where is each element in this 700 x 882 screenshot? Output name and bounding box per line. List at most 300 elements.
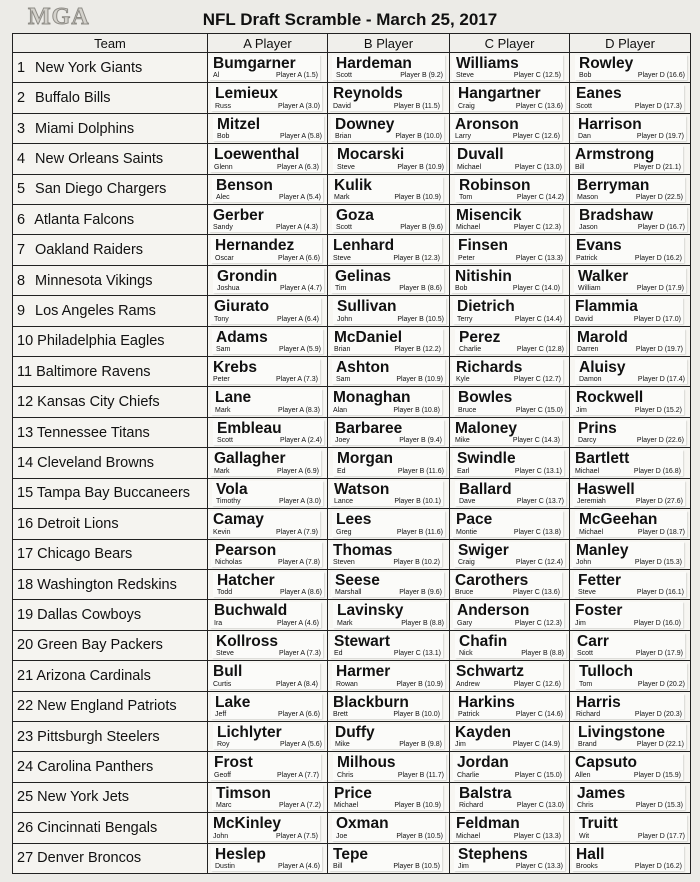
player-card bbox=[332, 359, 445, 384]
player-first-name: Charlie bbox=[457, 771, 480, 779]
team-row bbox=[13, 600, 691, 630]
player-first-name: Peter bbox=[213, 376, 230, 384]
player-card bbox=[571, 298, 683, 323]
player-last-name: Adams bbox=[216, 328, 268, 346]
player-last-name: Manley bbox=[576, 541, 629, 559]
player-slot: Player D (15.9) bbox=[633, 771, 681, 779]
player-first-name: Gary bbox=[457, 619, 473, 627]
team-number: 20 bbox=[17, 637, 34, 654]
header-b-player: B Player bbox=[328, 34, 450, 53]
player-slot: Player A (5.8) bbox=[279, 133, 322, 141]
team-cell bbox=[13, 661, 208, 691]
team-name: New England Patriots bbox=[37, 698, 177, 715]
player-card bbox=[211, 389, 322, 414]
player-first-name: Rowan bbox=[336, 680, 358, 688]
pick-cell bbox=[208, 448, 328, 478]
player-first-name: Curtis bbox=[213, 680, 232, 688]
pick-cell bbox=[328, 326, 450, 356]
player-slot: Player D (22.1) bbox=[636, 741, 684, 749]
team-cell bbox=[13, 53, 208, 83]
team-cell bbox=[13, 813, 208, 843]
player-last-name: Capsuto bbox=[575, 754, 637, 772]
pick-cell bbox=[328, 691, 450, 721]
team-name: Tennessee Titans bbox=[36, 424, 150, 441]
pick-cell bbox=[208, 113, 328, 143]
pick-cell bbox=[450, 691, 570, 721]
player-last-name: Timson bbox=[216, 784, 271, 802]
team-number: 17 bbox=[17, 546, 34, 563]
player-last-name: Vola bbox=[216, 480, 248, 498]
team-row bbox=[13, 509, 691, 539]
player-card bbox=[572, 694, 684, 719]
pick-cell bbox=[328, 752, 450, 782]
player-card bbox=[212, 481, 323, 506]
team-cell bbox=[13, 265, 208, 295]
player-slot: Player A (4.3) bbox=[275, 224, 318, 232]
player-slot: Player B (10.9) bbox=[396, 376, 443, 384]
player-card bbox=[331, 116, 444, 141]
player-last-name: Ashton bbox=[336, 359, 390, 377]
team-cell bbox=[13, 448, 208, 478]
team-number: 16 bbox=[17, 515, 34, 532]
player-first-name: Nick bbox=[459, 650, 473, 658]
player-last-name: Hernandez bbox=[215, 237, 295, 255]
player-card bbox=[452, 207, 563, 232]
player-slot: Player A (4.6) bbox=[276, 619, 319, 627]
player-card bbox=[213, 420, 324, 445]
player-slot: Player D (27.6) bbox=[635, 498, 683, 506]
player-first-name: Joey bbox=[335, 437, 350, 445]
player-card bbox=[572, 85, 684, 110]
player-first-name: Steve bbox=[333, 254, 351, 262]
pick-cell bbox=[570, 569, 691, 599]
team-row bbox=[13, 843, 691, 873]
player-last-name: Lenhard bbox=[333, 237, 395, 255]
pick-cell bbox=[450, 843, 570, 873]
player-card bbox=[329, 237, 442, 262]
player-card bbox=[329, 694, 442, 719]
mga-logo: MGA bbox=[28, 4, 90, 30]
pick-cell bbox=[208, 417, 328, 447]
player-slot: Player B (10.9) bbox=[394, 802, 441, 810]
player-first-name: Al bbox=[213, 72, 220, 80]
player-last-name: Chafin bbox=[459, 632, 508, 650]
player-card bbox=[333, 146, 446, 171]
player-first-name: Mark bbox=[334, 194, 350, 202]
player-slot: Player D (18.7) bbox=[637, 528, 685, 536]
pick-cell bbox=[450, 752, 570, 782]
pick-cell bbox=[570, 721, 691, 751]
player-last-name: Kayden bbox=[455, 723, 511, 741]
player-first-name: Jeremiah bbox=[577, 498, 606, 506]
player-slot: Player B (10.5) bbox=[393, 863, 440, 870]
player-last-name: Morgan bbox=[337, 450, 393, 468]
pick-cell bbox=[328, 721, 450, 751]
team-name: Carolina Panthers bbox=[37, 759, 154, 776]
player-first-name: Brian bbox=[334, 346, 351, 354]
player-first-name: Dan bbox=[578, 133, 591, 141]
player-slot: Player C (12.6) bbox=[512, 133, 560, 141]
player-last-name: Evans bbox=[576, 237, 622, 255]
team-cell bbox=[13, 235, 208, 265]
player-card bbox=[454, 846, 565, 871]
team-row bbox=[13, 53, 691, 83]
player-card bbox=[329, 85, 442, 110]
player-last-name: Thomas bbox=[333, 541, 393, 559]
player-last-name: Rockwell bbox=[576, 389, 644, 407]
team-name: Los Angeles Rams bbox=[35, 302, 156, 319]
player-first-name: Michael bbox=[457, 163, 482, 171]
pick-cell bbox=[328, 387, 450, 417]
team-cell bbox=[13, 630, 208, 660]
player-last-name: Krebs bbox=[213, 359, 257, 377]
player-slot: Player C (12.7) bbox=[513, 376, 561, 384]
team-number: 12 bbox=[17, 394, 34, 411]
player-slot: Player B (9.2) bbox=[400, 72, 443, 80]
player-slot: Player C (14.9) bbox=[512, 741, 560, 749]
player-card bbox=[330, 177, 443, 202]
pick-cell bbox=[450, 630, 570, 660]
player-first-name: Jim bbox=[458, 863, 469, 870]
team-cell bbox=[13, 752, 208, 782]
player-first-name: Charlie bbox=[459, 346, 482, 354]
player-last-name: Finsen bbox=[458, 237, 508, 255]
player-slot: Player A (7.8) bbox=[277, 558, 320, 566]
player-first-name: Glenn bbox=[214, 163, 233, 171]
team-number: 18 bbox=[17, 576, 34, 593]
player-first-name: Russ bbox=[215, 102, 231, 110]
player-slot: Player B (10.9) bbox=[396, 680, 443, 688]
pick-cell bbox=[570, 296, 691, 326]
player-card bbox=[575, 55, 687, 80]
team-cell bbox=[13, 205, 208, 235]
player-first-name: Mike bbox=[335, 741, 350, 749]
player-card bbox=[575, 511, 687, 536]
player-first-name: Jim bbox=[576, 406, 587, 414]
team-number: 2 bbox=[17, 90, 26, 107]
player-last-name: Hatcher bbox=[217, 571, 275, 589]
player-card bbox=[451, 268, 562, 293]
player-first-name: Richard bbox=[459, 802, 484, 810]
player-slot: Player D (16.2) bbox=[634, 863, 682, 870]
player-first-name: Steve bbox=[337, 163, 355, 171]
pick-cell bbox=[570, 691, 691, 721]
player-card bbox=[571, 450, 683, 475]
player-slot: Player D (16.6) bbox=[637, 72, 685, 80]
pick-cell bbox=[570, 843, 691, 873]
team-name: Pittsburgh Steelers bbox=[37, 728, 160, 745]
team-row bbox=[13, 569, 691, 599]
pick-cell bbox=[208, 205, 328, 235]
player-card bbox=[573, 329, 685, 354]
player-last-name: Berryman bbox=[577, 176, 650, 194]
team-row bbox=[13, 113, 691, 143]
player-slot: Player C (13.3) bbox=[515, 254, 563, 262]
pick-cell bbox=[208, 326, 328, 356]
player-card bbox=[330, 785, 443, 810]
player-slot: Player A (1.5) bbox=[275, 72, 318, 80]
player-first-name: Joe bbox=[336, 832, 348, 840]
player-card bbox=[210, 754, 321, 779]
pick-cell bbox=[450, 417, 570, 447]
team-name: New Orleans Saints bbox=[35, 150, 164, 167]
player-card bbox=[212, 177, 323, 202]
pick-cell bbox=[328, 357, 450, 387]
player-slot: Player D (15.3) bbox=[635, 802, 683, 810]
team-cell bbox=[13, 387, 208, 417]
player-card bbox=[574, 268, 686, 293]
team-number: 7 bbox=[17, 242, 26, 259]
player-first-name: Scott bbox=[577, 650, 593, 658]
player-last-name: Watson bbox=[334, 480, 390, 498]
player-last-name: Oxman bbox=[336, 815, 389, 833]
player-slot: Player A (5.6) bbox=[279, 741, 322, 749]
player-card bbox=[210, 450, 321, 475]
team-row bbox=[13, 448, 691, 478]
player-slot: Player B (10.5) bbox=[396, 832, 443, 840]
team-cell bbox=[13, 296, 208, 326]
player-first-name: Darren bbox=[577, 346, 599, 354]
pick-cell bbox=[450, 144, 570, 174]
player-last-name: Lane bbox=[215, 389, 252, 407]
player-card bbox=[455, 633, 566, 658]
pick-cell bbox=[208, 661, 328, 691]
player-first-name: Tom bbox=[579, 680, 593, 688]
player-card bbox=[211, 542, 322, 567]
player-slot: Player A (5.4) bbox=[278, 194, 321, 202]
player-card bbox=[573, 481, 685, 506]
team-row bbox=[13, 326, 691, 356]
player-card bbox=[329, 846, 442, 871]
player-slot: Player A (4.7) bbox=[279, 285, 322, 293]
pick-cell bbox=[208, 782, 328, 812]
player-card bbox=[571, 146, 683, 171]
player-slot: Player C (12.3) bbox=[513, 224, 561, 232]
player-first-name: John bbox=[337, 315, 353, 323]
player-card bbox=[209, 359, 320, 384]
player-last-name: Dietrich bbox=[457, 298, 515, 316]
player-slot: Player A (7.9) bbox=[275, 528, 318, 536]
player-slot: Player A (7.3) bbox=[278, 650, 321, 658]
player-first-name: Steve bbox=[216, 650, 234, 658]
player-last-name: Lavinsky bbox=[337, 602, 404, 620]
player-last-name: Kollross bbox=[216, 632, 279, 650]
player-card bbox=[573, 785, 685, 810]
player-slot: Player C (14.0) bbox=[512, 285, 560, 293]
player-last-name: Foster bbox=[575, 602, 623, 620]
player-last-name: Embleau bbox=[217, 419, 282, 437]
player-slot: Player D (17.3) bbox=[634, 102, 682, 110]
pick-cell bbox=[570, 235, 691, 265]
team-number: 27 bbox=[17, 850, 34, 867]
team-name: New York Giants bbox=[35, 59, 143, 76]
player-card bbox=[212, 785, 323, 810]
pick-cell bbox=[328, 205, 450, 235]
pick-cell bbox=[450, 539, 570, 569]
player-slot: Player C (12.4) bbox=[515, 558, 563, 566]
player-card bbox=[575, 359, 687, 384]
player-card bbox=[453, 450, 564, 475]
pick-cell bbox=[570, 357, 691, 387]
player-last-name: James bbox=[577, 784, 626, 802]
player-first-name: William bbox=[578, 285, 601, 293]
team-row bbox=[13, 417, 691, 447]
player-card bbox=[330, 481, 443, 506]
player-card bbox=[571, 754, 683, 779]
player-last-name: Aronson bbox=[455, 115, 519, 133]
player-card bbox=[209, 207, 320, 232]
pick-cell bbox=[450, 83, 570, 113]
player-slot: Player D (17.9) bbox=[635, 650, 683, 658]
player-slot: Player A (5.9) bbox=[278, 346, 321, 354]
player-slot: Player B (10.5) bbox=[397, 315, 444, 323]
player-slot: Player D (20.3) bbox=[634, 710, 682, 718]
team-cell bbox=[13, 509, 208, 539]
player-slot: Player C (13.7) bbox=[516, 498, 564, 506]
pick-cell bbox=[570, 539, 691, 569]
pick-cell bbox=[450, 509, 570, 539]
player-card bbox=[452, 359, 563, 384]
player-last-name: Haswell bbox=[577, 480, 635, 498]
team-row bbox=[13, 752, 691, 782]
player-last-name: Tepe bbox=[333, 845, 369, 863]
pick-cell bbox=[328, 600, 450, 630]
player-first-name: Darcy bbox=[578, 437, 597, 445]
player-card bbox=[453, 754, 564, 779]
pick-cell bbox=[208, 235, 328, 265]
pick-cell bbox=[208, 813, 328, 843]
player-first-name: Mark bbox=[337, 619, 353, 627]
player-first-name: Montie bbox=[456, 528, 478, 536]
player-slot: Player A (6.6) bbox=[277, 710, 320, 718]
pick-cell bbox=[450, 296, 570, 326]
player-card bbox=[454, 389, 565, 414]
team-number: 15 bbox=[17, 485, 34, 502]
team-name: Philadelphia Eagles bbox=[37, 333, 165, 350]
pick-cell bbox=[450, 174, 570, 204]
player-last-name: Swindle bbox=[457, 450, 516, 468]
player-last-name: Armstrong bbox=[575, 146, 655, 164]
player-first-name: Ed bbox=[337, 467, 346, 475]
team-cell bbox=[13, 326, 208, 356]
team-name: Dallas Cowboys bbox=[37, 607, 142, 624]
player-first-name: Oscar bbox=[215, 254, 234, 262]
pick-cell bbox=[570, 83, 691, 113]
team-row bbox=[13, 265, 691, 295]
player-first-name: Bob bbox=[455, 285, 468, 293]
team-name: Minnesota Vikings bbox=[35, 272, 153, 289]
player-slot: Player A (3.0) bbox=[278, 498, 321, 506]
player-card bbox=[451, 420, 562, 445]
pick-cell bbox=[450, 661, 570, 691]
player-last-name: Bradshaw bbox=[579, 207, 654, 225]
team-row bbox=[13, 661, 691, 691]
player-last-name: Blackburn bbox=[333, 693, 409, 711]
player-last-name: Heslep bbox=[215, 845, 266, 863]
player-slot: Player B (11.5) bbox=[393, 102, 440, 110]
team-number: 25 bbox=[17, 789, 34, 806]
player-card bbox=[209, 815, 320, 840]
team-cell bbox=[13, 113, 208, 143]
player-last-name: Jordan bbox=[457, 754, 509, 772]
player-last-name: Hardeman bbox=[336, 55, 412, 72]
player-card bbox=[211, 694, 322, 719]
player-first-name: Ira bbox=[214, 619, 223, 627]
team-row bbox=[13, 357, 691, 387]
player-first-name: Roy bbox=[217, 741, 230, 749]
player-last-name: Misencik bbox=[456, 207, 522, 225]
team-number: 24 bbox=[17, 759, 34, 776]
player-slot: Player C (13.1) bbox=[514, 467, 562, 475]
player-first-name: Timothy bbox=[216, 498, 241, 506]
player-slot: Player C (13.0) bbox=[514, 163, 562, 171]
player-last-name: Maloney bbox=[455, 419, 518, 437]
player-slot: Player B (11.6) bbox=[397, 467, 444, 475]
player-first-name: Bob bbox=[579, 72, 592, 80]
team-cell bbox=[13, 83, 208, 113]
player-card bbox=[575, 207, 687, 232]
player-slot: Player A (3.0) bbox=[277, 102, 320, 110]
player-last-name: Harris bbox=[576, 693, 621, 711]
pick-cell bbox=[208, 387, 328, 417]
player-last-name: Balstra bbox=[459, 784, 512, 802]
player-slot: Player D (20.2) bbox=[637, 680, 685, 688]
player-slot: Player B (12.3) bbox=[393, 254, 440, 262]
player-first-name: Kevin bbox=[213, 528, 231, 536]
player-card bbox=[330, 329, 443, 354]
player-first-name: Bruce bbox=[458, 406, 477, 414]
pick-cell bbox=[208, 721, 328, 751]
pick-cell bbox=[450, 813, 570, 843]
player-slot: Player B (9.6) bbox=[400, 224, 443, 232]
pick-cell bbox=[208, 357, 328, 387]
player-slot: Player A (8.4) bbox=[275, 680, 318, 688]
team-row bbox=[13, 813, 691, 843]
pick-cell bbox=[328, 144, 450, 174]
player-slot: Player D (17.0) bbox=[633, 315, 681, 323]
player-last-name: Ballard bbox=[459, 480, 512, 498]
player-first-name: Scott bbox=[217, 437, 233, 445]
player-card bbox=[331, 268, 444, 293]
player-last-name: Rowley bbox=[579, 55, 634, 72]
player-first-name: Terry bbox=[457, 315, 473, 323]
player-first-name: Michael bbox=[456, 224, 481, 232]
pick-cell bbox=[450, 53, 570, 83]
player-last-name: Bartlett bbox=[575, 450, 630, 468]
player-card bbox=[209, 511, 320, 536]
player-first-name: Scott bbox=[336, 224, 352, 232]
team-number: 26 bbox=[17, 819, 34, 836]
player-first-name: Michael bbox=[456, 832, 481, 840]
pick-cell bbox=[570, 387, 691, 417]
player-card bbox=[572, 389, 684, 414]
team-name: Miami Dolphins bbox=[35, 120, 135, 137]
pick-cell bbox=[208, 509, 328, 539]
player-card bbox=[574, 724, 686, 749]
player-last-name: Buchwald bbox=[214, 602, 288, 620]
player-card bbox=[455, 481, 566, 506]
player-card bbox=[212, 633, 323, 658]
pick-cell bbox=[328, 569, 450, 599]
header-d-player: D Player bbox=[570, 34, 691, 53]
pick-cell bbox=[208, 600, 328, 630]
player-slot: Player C (15.0) bbox=[514, 771, 562, 779]
player-first-name: Chris bbox=[577, 802, 594, 810]
header-team: Team bbox=[13, 34, 208, 53]
player-slot: Player D (16.8) bbox=[633, 467, 681, 475]
pick-cell bbox=[450, 478, 570, 508]
player-card bbox=[575, 815, 687, 840]
